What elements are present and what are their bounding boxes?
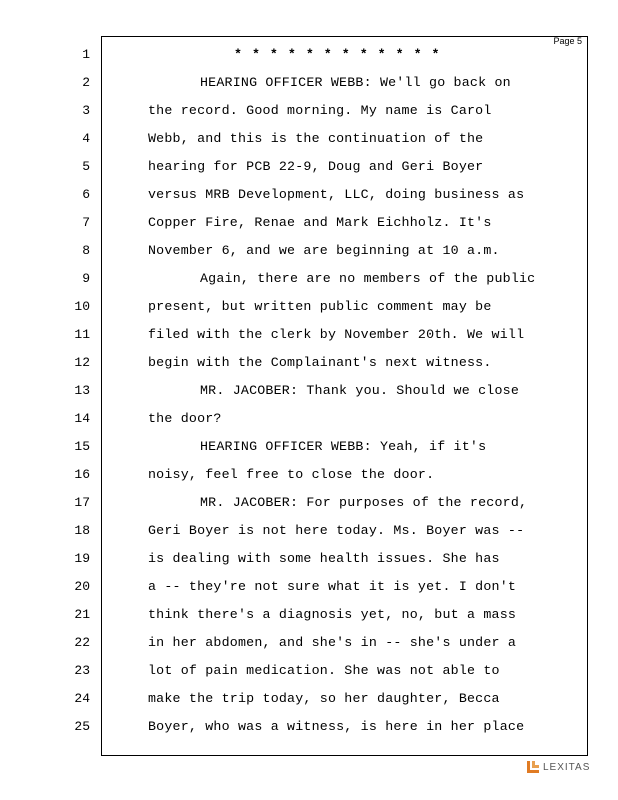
transcript-line (0, 383, 618, 411)
line-text: filed with the clerk by November 20th. We will (148, 327, 525, 342)
line-text: MR. JACOBER: Thank you. Should we close (200, 383, 519, 398)
line-number: 13 (74, 383, 90, 398)
line-text: a -- they're not sure what it is yet. I don't (148, 579, 517, 594)
line-text: * * * * * * * * * * * * (234, 47, 441, 62)
transcript-line (0, 635, 618, 663)
line-number: 21 (74, 607, 90, 622)
page-number: Page 5 (553, 36, 582, 46)
line-text: November 6, and we are beginning at 10 a.m. (148, 243, 500, 258)
line-number: 20 (74, 579, 90, 594)
line-text: HEARING OFFICER WEBB: Yeah, if it's (200, 439, 487, 454)
line-number: 18 (74, 523, 90, 538)
line-text: the door? (148, 411, 222, 426)
transcript-line (0, 411, 618, 439)
line-number: 2 (82, 75, 90, 90)
line-text: MR. JACOBER: For purposes of the record, (200, 495, 528, 510)
line-number: 23 (74, 663, 90, 678)
line-text: lot of pain medication. She was not able to (148, 663, 500, 678)
line-text: think there's a diagnosis yet, no, but a mass (148, 607, 517, 622)
lexitas-logo-icon (526, 760, 540, 774)
transcript-line (0, 243, 618, 271)
line-number: 19 (74, 551, 90, 566)
transcript-line (0, 103, 618, 131)
transcript-line (0, 495, 618, 523)
line-text: Copper Fire, Renae and Mark Eichholz. It's (148, 215, 492, 230)
line-number: 25 (74, 719, 90, 734)
line-number: 14 (74, 411, 90, 426)
transcript-line (0, 551, 618, 579)
lexitas-logo-text: LEXITAS (543, 761, 591, 773)
transcript-line (0, 467, 618, 495)
line-number: 12 (74, 355, 90, 370)
line-number: 5 (82, 159, 90, 174)
transcript-line (0, 663, 618, 691)
line-number: 16 (74, 467, 90, 482)
transcript-line (0, 439, 618, 467)
line-number: 1 (82, 47, 90, 62)
line-text: the record. Good morning. My name is Carol (148, 103, 492, 118)
line-text: Webb, and this is the continuation of the (148, 131, 484, 146)
line-text: begin with the Complainant's next witness. (148, 355, 492, 370)
line-text: noisy, feel free to close the door. (148, 467, 435, 482)
line-text: hearing for PCB 22-9, Doug and Geri Boyer (148, 159, 484, 174)
line-number: 4 (82, 131, 90, 146)
transcript-line (0, 523, 618, 551)
transcript-line (0, 579, 618, 607)
transcript-line (0, 691, 618, 719)
transcript-line (0, 187, 618, 215)
line-text: Geri Boyer is not here today. Ms. Boyer was -- (148, 523, 525, 538)
line-number: 15 (74, 439, 90, 454)
line-number: 3 (82, 103, 90, 118)
line-number: 17 (74, 495, 90, 510)
line-number: 11 (74, 327, 90, 342)
line-text: present, but written public comment may be (148, 299, 492, 314)
transcript-line (0, 327, 618, 355)
transcript-line (0, 719, 618, 747)
line-text: make the trip today, so her daughter, Becca (148, 691, 500, 706)
line-number: 7 (82, 215, 90, 230)
transcript-line (0, 271, 618, 299)
line-text: is dealing with some health issues. She has (148, 551, 500, 566)
line-text: HEARING OFFICER WEBB: We'll go back on (200, 75, 511, 90)
transcript-line (0, 355, 618, 383)
line-text: Again, there are no members of the public (200, 271, 536, 286)
transcript-line (0, 75, 618, 103)
line-text: Boyer, who was a witness, is here in her place (148, 719, 525, 734)
line-number: 8 (82, 243, 90, 258)
transcript-line (0, 159, 618, 187)
line-text: in her abdomen, and she's in -- she's under a (148, 635, 517, 650)
line-number: 10 (74, 299, 90, 314)
lexitas-logo (526, 758, 590, 776)
transcript-line (0, 607, 618, 635)
transcript-line (0, 47, 618, 75)
line-number: 24 (74, 691, 90, 706)
line-text: versus MRB Development, LLC, doing business as (148, 187, 525, 202)
transcript-line (0, 299, 618, 327)
transcript-line (0, 131, 618, 159)
transcript-line (0, 215, 618, 243)
line-number: 6 (82, 187, 90, 202)
line-number: 22 (74, 635, 90, 650)
line-number: 9 (82, 271, 90, 286)
